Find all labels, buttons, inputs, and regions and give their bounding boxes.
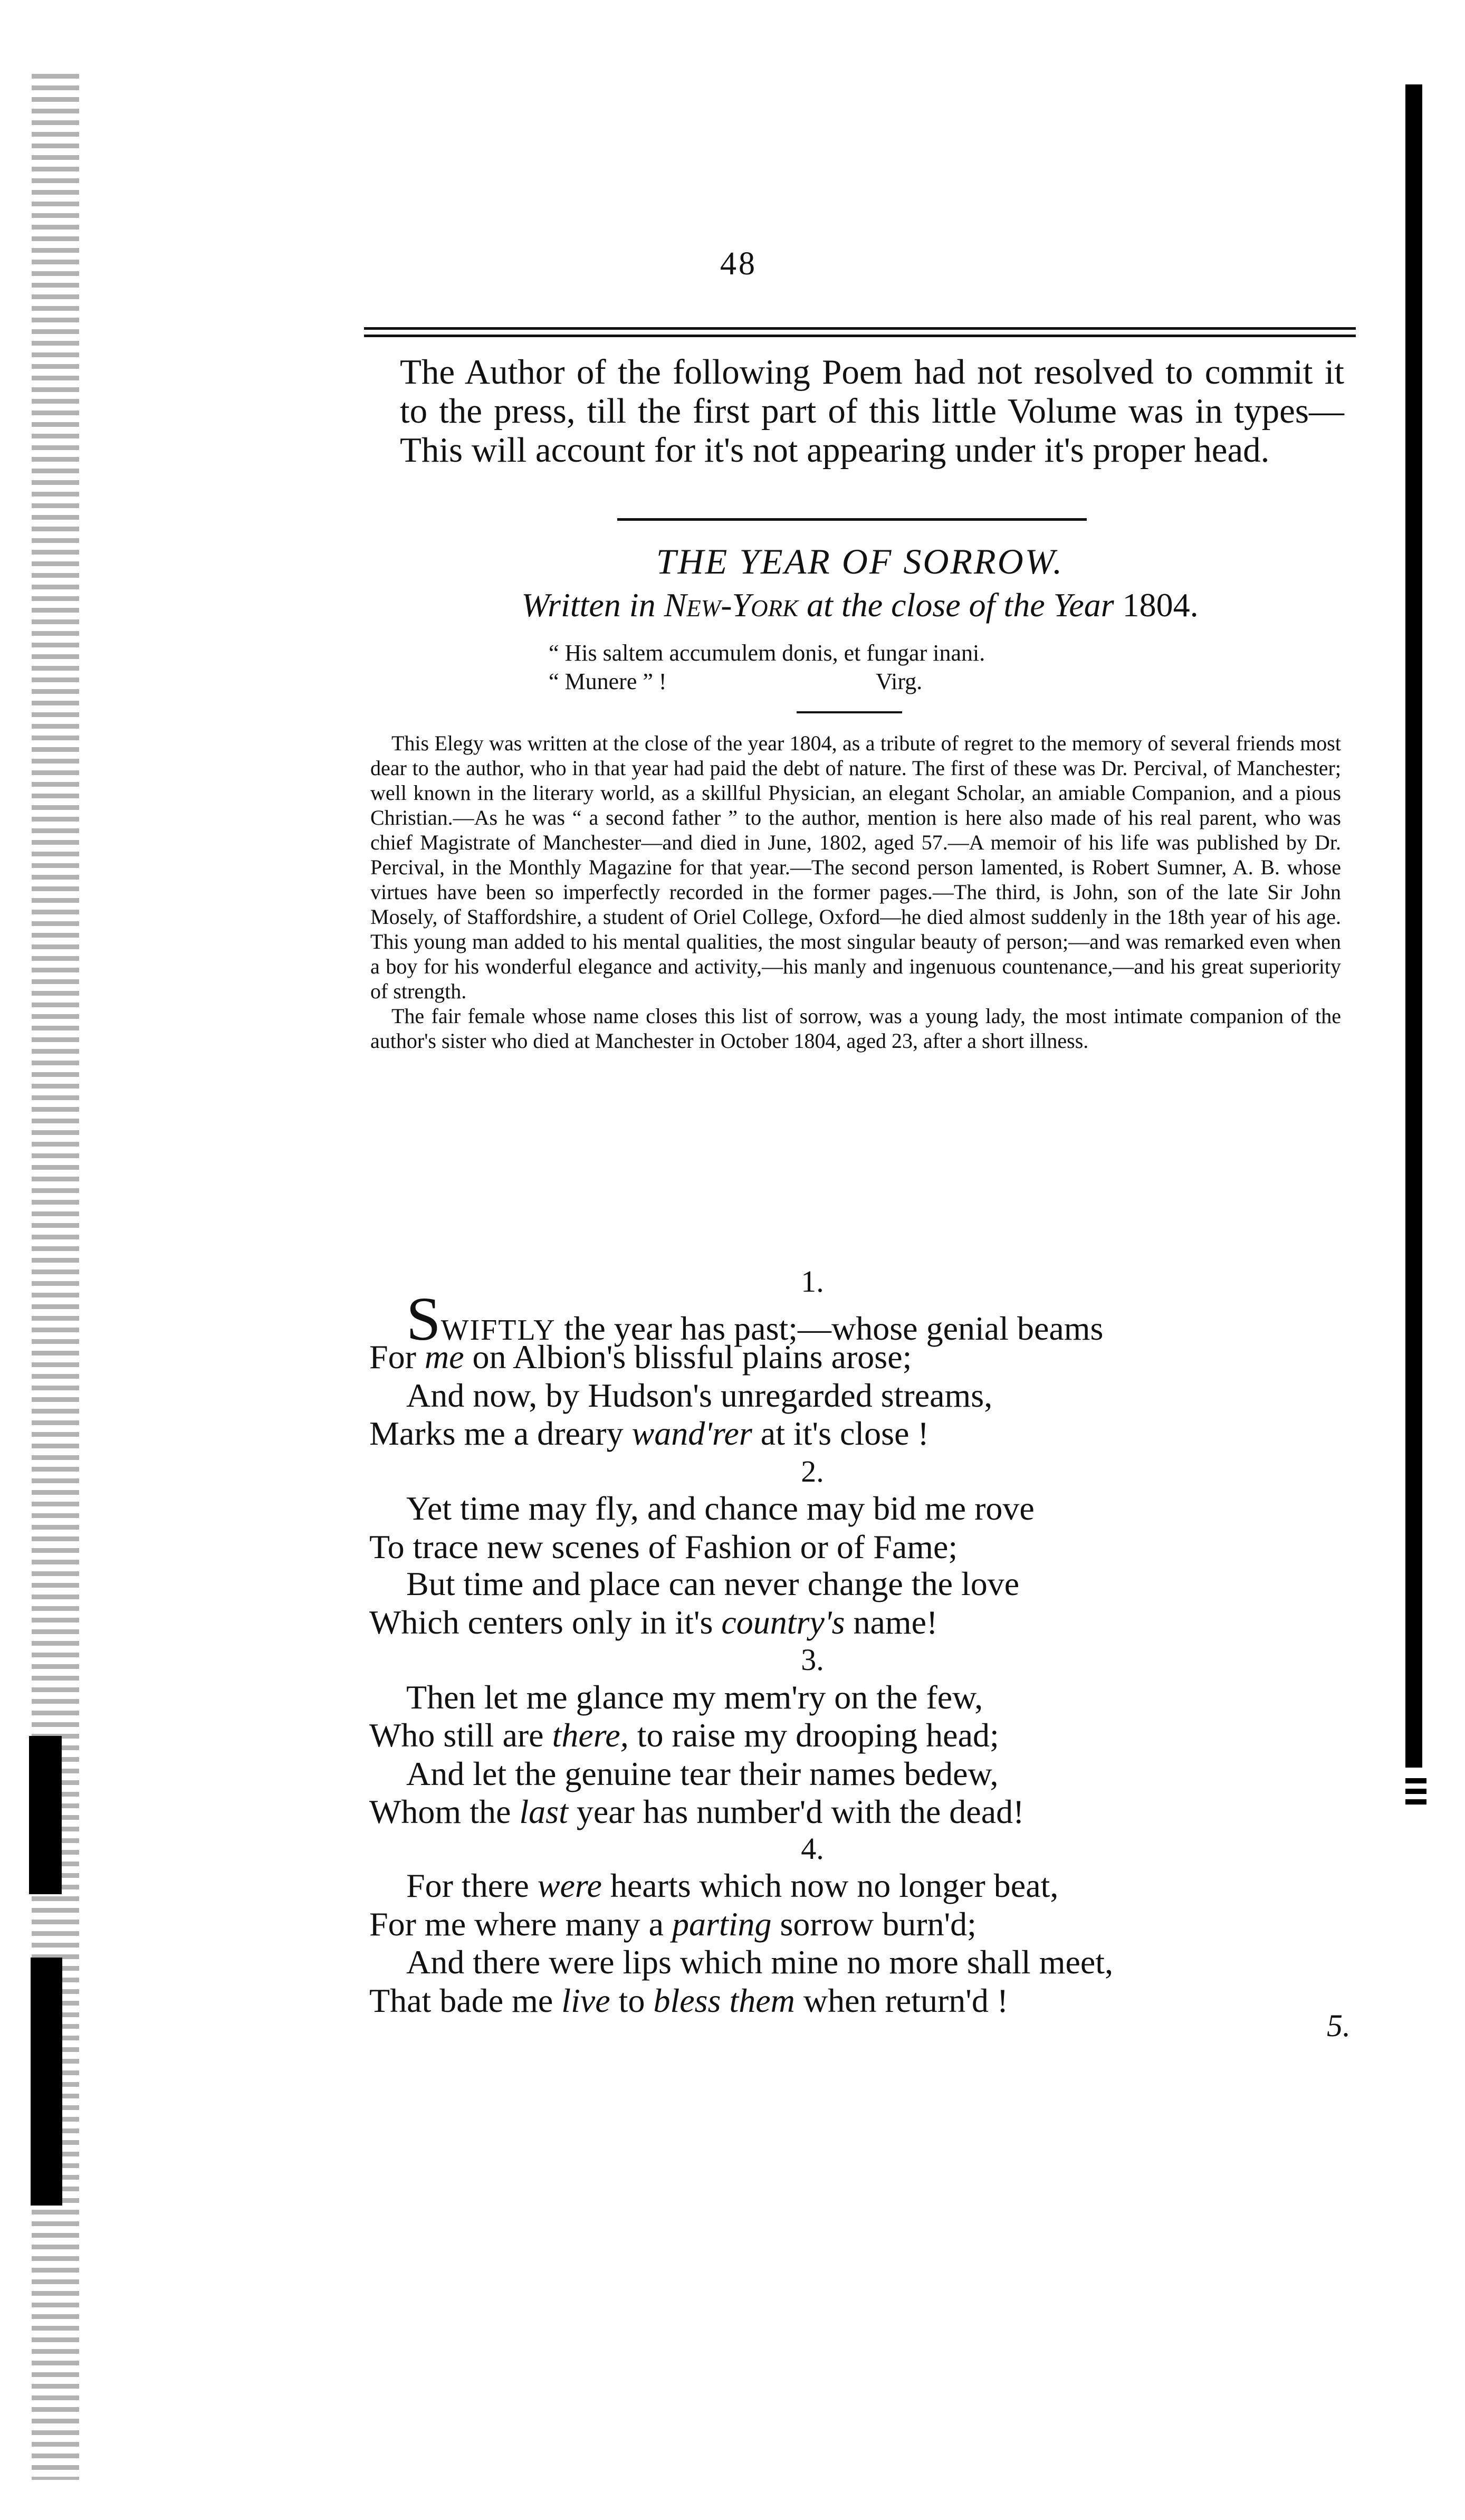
verse-line: And there were lips which mine no more shall meet, [406,1943,1114,1981]
stanza-number: 3. [801,1643,824,1677]
divider-rule [617,518,1087,521]
verse-text: name! [845,1603,938,1641]
verse-line [369,1338,912,1377]
page-edge-ticks [1405,1778,1426,1810]
header-rule [364,327,1356,342]
verse-line [369,1792,1024,1831]
note-paragraph: The fair female whose name closes this list of sorrow, was a young lady, the most intimate companion of the author's sister who died at Manchester in October 1804, aged 23, after a short illness. [370,1004,1341,1053]
verse-italic: country's [721,1603,845,1641]
page-number: 48 [720,246,757,282]
elegy-note [370,731,1341,1053]
verse-text: when return'd ! [794,1982,1009,2019]
stanza-number: 2. [801,1454,824,1488]
verse-italic: last [519,1793,568,1830]
verse-line: And let the genuine tear their names bedew, [406,1755,999,1792]
verse-line: Yet time may fly, and chance may bid me rove [406,1490,1035,1527]
verse-text: Who still are [369,1716,552,1754]
verse-text: the year has past;—whose genial beams [556,1310,1104,1347]
stanza-number: 1. [801,1264,824,1299]
preface-paragraph: The Author of the following Poem had not resolved to commit it to the press, till the first part of this little Volume was in types—This will account for it's not appearing under it's proper head. [400,352,1344,470]
verse-italic: live [561,1982,610,2019]
verse-text: Which centers only in it's [369,1603,722,1641]
verse-text: For [369,1338,425,1376]
verse-text: on Albion's blissful plains arose; [464,1338,912,1376]
divider-rule [797,711,902,713]
verse-italic: there, [552,1716,629,1754]
stanza-number: 4. [801,1831,824,1866]
catchword: 5. [1327,2008,1351,2043]
verse-line [369,1905,976,1944]
verse-text: to [610,1982,654,2019]
verse-text: Marks me a dreary [369,1415,632,1452]
scan-blotch [31,1958,62,2206]
page-edge-bar [1405,84,1422,1768]
scan-blotch [29,1736,62,1894]
verse-italic: me [424,1338,464,1376]
verse-italic: bless them [653,1982,795,2019]
drop-cap: S [406,1284,441,1353]
verse-text: Whom the [369,1793,520,1830]
first-word: WIFTLY [441,1314,556,1347]
verse-italic: wand'rer [631,1415,752,1452]
verse-text: to raise my drooping head; [628,1716,999,1754]
verse-italic: were [537,1867,602,1904]
verse-line [369,1981,1008,2020]
verse-text: at it's close ! [752,1415,929,1452]
verse-line: Then let me glance my mem'ry on the few, [406,1678,983,1716]
verse-italic: parting [672,1905,772,1943]
poem-subtitle [369,586,1351,625]
subtitle-year: 1804. [1122,586,1199,624]
verse-text: sorrow burn'd; [771,1905,976,1943]
subtitle-prefix: Written in [521,586,664,624]
verse-line [369,1414,929,1453]
verse-text: hearts which now no longer beat, [601,1867,1059,1904]
verse-text: For me where many a [369,1905,673,1943]
verse-line [406,1866,1058,1905]
epigraph-source: Virg. [876,669,923,694]
verse-line: To trace new scenes of Fashion or of Fame; [369,1528,958,1566]
subtitle-place: New-York [664,586,799,624]
note-paragraph: This Elegy was written at the close of the year 1804, as a tribute of regret to the memory of several friends most dear to the author, who in that year had paid the debt of nature. The first of these was Dr. Percival, of Manchester; well known in the literary world, as a skillful Physician, an elegant Scholar, an amiable Companion, and a pious Christian.—As he was “ a second father ” to the author, mention is here also made of his real parent, who was chief Magistrate of Manchester—and died in June, 1802, aged 57.—A memoir of his life was published by Dr. Percival, in the Monthly Magazine for that year.—The second person lamented, is Robert Sumner, A. B. whose virtues have been so imperfectly recorded in the former pages.—The third, is John, son of the late Sir John Mosely, of Staffordshire, a student of Oriel College, Oxford—he died almost suddenly in the 18th year of his age. This young man added to his mental qualities, the most singular beauty of person;—and was remarked even when a boy for his wonderful elegance and activity,—his manly and ingenuous countenance,—and his great superiority of strength. [370,731,1341,1003]
verse-line: But time and place can never change the love [406,1565,1020,1602]
verse-line: And now, by Hudson's unregarded streams, [406,1377,993,1414]
subtitle-middle: at the close of the Year [798,586,1123,624]
verse-text: year has number'd with the dead! [568,1793,1024,1830]
verse-text: For there [406,1867,538,1904]
poem-title: THE YEAR OF SORROW. [656,541,1064,581]
verse-line [369,1603,937,1642]
verse-line [369,1716,999,1755]
epigraph-line: “ His saltem accumulem donis, et fungar inani. [549,640,985,666]
epigraph-line: “ Munere ” ! [549,669,667,694]
verse-text: That bade me [369,1982,562,2019]
